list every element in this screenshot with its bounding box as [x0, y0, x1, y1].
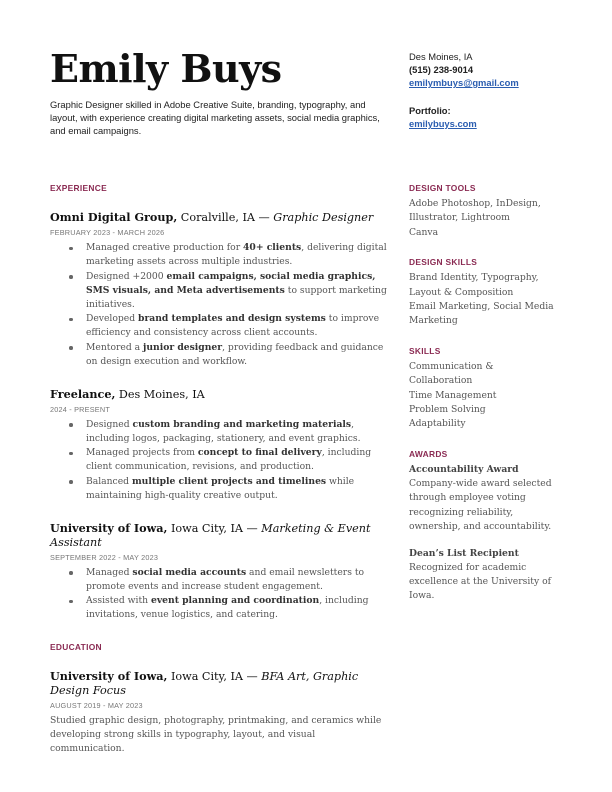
bullet-emphasis: social media accounts	[132, 566, 247, 578]
job-bullets	[50, 418, 390, 503]
job-heading	[50, 210, 390, 225]
experience-heading: EXPERIENCE	[50, 183, 107, 193]
bullet-item	[86, 446, 390, 474]
bullet-text: Designed +2000	[86, 270, 167, 282]
bullet-text: Balanced	[86, 475, 132, 487]
school-location: Iowa City, IA —	[167, 670, 262, 683]
job-location: Des Moines, IA	[115, 387, 205, 401]
skills-line: Adaptability	[409, 418, 466, 430]
email-link[interactable]: emilymbuys@gmail.com	[409, 77, 519, 88]
bullet-text: Developed	[86, 313, 139, 324]
design-tools-line: Illustrator, Lightroom	[409, 212, 510, 224]
bullet-emphasis: junior designer	[143, 341, 223, 353]
award-name: Dean’s List Recipient	[409, 547, 519, 559]
job-heading	[50, 387, 390, 402]
bullet-item	[86, 341, 390, 369]
award-name: Accountability Award	[409, 463, 519, 475]
design-skills-line: Brand Identity, Typography,	[409, 272, 539, 284]
design-skills-line: Email Marketing, Social Media	[409, 301, 554, 313]
award-description: Company-wide award selected through employee voting recognizing reliability, ownership, and accountability.	[409, 477, 552, 533]
location: Des Moines, IA	[409, 51, 473, 62]
job-role: Graphic Designer	[273, 211, 374, 224]
main-column	[50, 183, 390, 774]
awards-section	[409, 449, 554, 604]
design-skills-line: Marketing	[409, 315, 458, 327]
education-entry	[50, 669, 390, 756]
job-entry	[50, 387, 390, 503]
bullet-emphasis: custom branding and marketing materials	[132, 418, 352, 430]
bullet-text: and email newsletters to promote events and increase student engagement.	[86, 566, 365, 592]
sidebar	[409, 183, 554, 621]
bullet-item	[86, 312, 390, 340]
portfolio-label: Portfolio:	[409, 105, 451, 116]
bullet-text: , including invitations, venue logistics, and catering.	[86, 595, 369, 620]
job-bullets	[50, 566, 390, 623]
skills-line: Problem Solving	[409, 404, 486, 416]
bullet-emphasis: email campaigns, social media graphics, SMS visuals, and Meta advertisements	[86, 270, 376, 296]
job-bullets	[50, 241, 390, 369]
bullet-item	[86, 475, 390, 503]
bullet-emphasis: 40+ clients	[243, 242, 302, 253]
education-heading: EDUCATION	[50, 642, 102, 652]
job-entry	[50, 521, 390, 623]
experience-list	[50, 210, 390, 622]
skills-line: Time Management	[409, 389, 497, 401]
skills-section	[409, 346, 554, 432]
bullet-text: , delivering digital marketing assets across multiple industries.	[86, 242, 387, 267]
job-entry	[50, 210, 390, 369]
bullet-text: to improve efficiency and consistency across client accounts.	[86, 313, 380, 338]
bullet-item	[86, 418, 390, 446]
education-description: Studied graphic design, photography, printmaking, and ceramics while developing strong skills in typography, layout, and visual communication.	[50, 715, 382, 754]
design-tools-line: Canva	[409, 226, 439, 238]
portfolio-link[interactable]: emilybuys.com	[409, 118, 477, 129]
education-dates: AUGUST 2019 - MAY 2023	[50, 701, 143, 710]
bullet-item	[86, 566, 390, 594]
bullet-text: Mentored a	[86, 341, 144, 353]
bullet-text: Managed creative production for	[86, 242, 244, 253]
bullet-text: Managed	[86, 566, 133, 578]
company-name: Omni Digital Group,	[50, 210, 178, 224]
education-heading-line	[50, 669, 390, 698]
skills-heading: SKILLS	[409, 345, 441, 356]
degree: BFA Art, Graphic Design Focus	[50, 670, 359, 697]
job-role: Marketing & Event Assistant	[50, 521, 371, 549]
company-name: Freelance,	[50, 386, 116, 401]
school-name: University of Iowa,	[50, 669, 168, 683]
company-name: University of Iowa,	[50, 520, 168, 535]
bullet-text: Managed projects from	[86, 447, 198, 458]
bullet-item	[86, 241, 390, 269]
bullet-text: , including logos, packaging, stationery, and event graphics.	[86, 418, 361, 444]
job-heading	[50, 521, 390, 550]
design-tools-section	[409, 183, 554, 240]
bullet-emphasis: brand templates and design systems	[138, 313, 326, 324]
bullet-text: while maintaining high-quality creative output.	[86, 475, 355, 501]
bullet-text: Assisted with	[86, 595, 151, 606]
job-location: Iowa City, IA —	[167, 521, 262, 535]
bullet-text: , providing feedback and guidance on design execution and workflow.	[86, 341, 384, 367]
design-skills-line: Layout & Composition	[409, 286, 514, 298]
bullet-item	[86, 594, 390, 622]
bullet-emphasis: concept to final delivery	[197, 447, 322, 458]
award-description: Recognized for academic excellence at the University of Iowa.	[409, 561, 551, 602]
job-location: Coralville, IA —	[177, 211, 274, 224]
contact-block	[409, 50, 589, 130]
design-skills-heading: DESIGN SKILLS	[409, 257, 478, 268]
design-tools-line: Adobe Photoshop, InDesign,	[409, 198, 541, 209]
job-dates: FEBRUARY 2023 - MARCH 2026	[50, 228, 165, 237]
skills-line: Communication &	[409, 360, 494, 372]
job-dates: 2024 - PRESENT	[50, 404, 110, 414]
job-dates: SEPTEMBER 2022 - MAY 2023	[50, 552, 159, 562]
phone-number: (515) 238-9014	[409, 64, 474, 75]
candidate-name: Emily Buys	[50, 46, 282, 91]
skills-line: Collaboration	[409, 375, 473, 387]
bullet-text: to support marketing initiatives.	[86, 284, 387, 310]
bullet-emphasis: multiple client projects and timelines	[131, 475, 327, 487]
bullet-emphasis: event planning and coordination	[150, 595, 320, 606]
awards-heading: AWARDS	[409, 448, 448, 459]
bullet-text: , including client communication, revisions, and production.	[86, 447, 372, 472]
bullet-item	[86, 270, 390, 312]
summary: Graphic Designer skilled in Adobe Creative Suite, branding, typography, and layout, with experience creating digital marketing assets, social media graphics, and email campaigns.	[50, 99, 380, 136]
design-skills-section	[409, 257, 554, 329]
design-tools-heading: DESIGN TOOLS	[409, 183, 476, 193]
bullet-text: Designed	[86, 418, 133, 430]
